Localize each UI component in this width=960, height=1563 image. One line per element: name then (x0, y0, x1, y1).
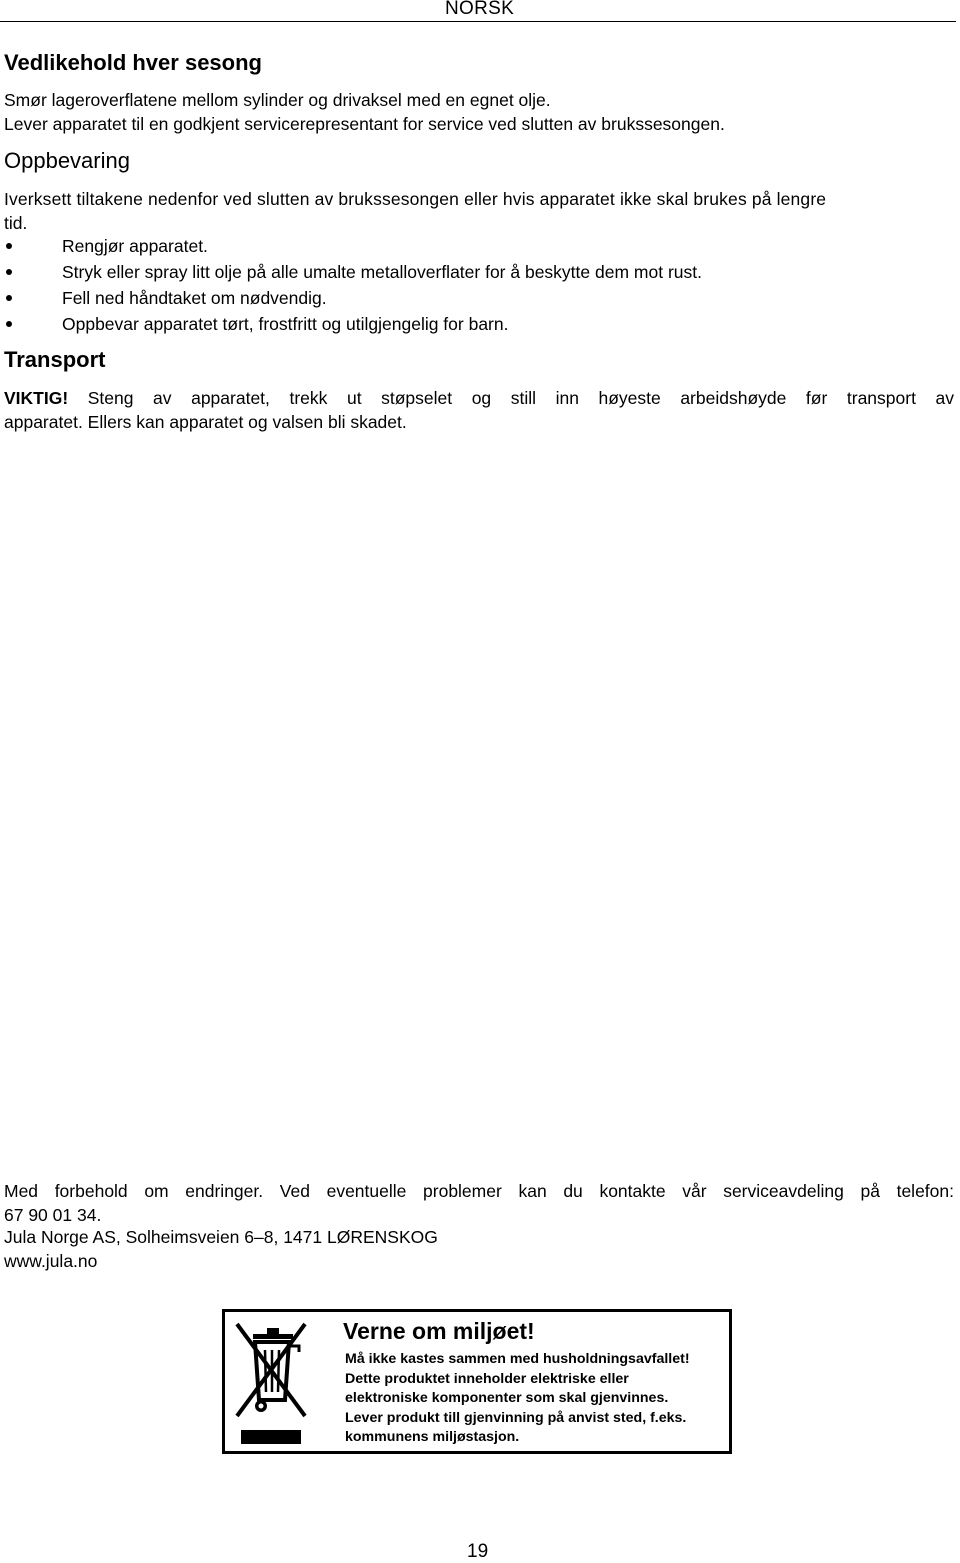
page-number: 19 (467, 1541, 489, 1562)
maintenance-line-1: Smør lageroverflatene mellom sylinder og drivaksel med en egnet olje. (4, 90, 551, 110)
maintenance-heading: Vedlikehold hver sesong (4, 50, 262, 75)
transport-line-1-text: Steng av apparatet, trekk ut støpselet og still inn høyeste arbeidshøyde før transport av (68, 388, 954, 408)
transport-line-1 (4, 386, 954, 410)
header-divider (0, 21, 956, 22)
transport-heading: Transport (4, 347, 106, 372)
environment-notice-line: Lever produkt till gjenvinning på anvist sted, f.eks. (345, 1409, 687, 1426)
important-label: VIKTIG! (4, 388, 69, 408)
contact-address: Jula Norge AS, Solheimsveien 6–8, 1471 LØRENSKOG (4, 1227, 438, 1247)
header-language-label: NORSK (445, 0, 515, 19)
contact-line-1: Med forbehold om endringer. Ved eventuelle problemer kan du kontakte vår serviceavdeling på telefon: (4, 1181, 954, 1201)
list-item (0, 311, 956, 337)
list-item (0, 285, 956, 311)
list-item-text: Stryk eller spray litt olje på alle umalte metalloverflater for å beskytte dem mot rust. (62, 262, 702, 282)
environment-notice-box (222, 1309, 732, 1454)
bullet-icon (6, 269, 12, 275)
storage-bullet-list (0, 233, 956, 337)
storage-intro-line-2: tid. (4, 213, 28, 233)
storage-heading: Oppbevaring (4, 148, 130, 173)
list-item-text: Rengjør apparatet. (62, 236, 208, 256)
contact-website: www.jula.no (4, 1251, 98, 1271)
bullet-icon (6, 243, 12, 249)
crossed-out-wheelie-bin-icon (233, 1318, 309, 1446)
list-item-text: Oppbevar apparatet tørt, frostfritt og utilgjengelig for barn. (62, 314, 509, 334)
bullet-icon (6, 321, 12, 327)
contact-phone: 67 90 01 34. (4, 1205, 102, 1225)
list-item (0, 233, 956, 259)
environment-notice-line: elektroniske komponenter som skal gjenvinnes. (345, 1390, 669, 1407)
transport-line-2: apparatet. Ellers kan apparatet og valsen bli skadet. (4, 412, 407, 432)
environment-notice-line: kommunens miljøstasjon. (345, 1429, 520, 1446)
environment-notice-title: Verne om miljøet! (343, 1318, 535, 1344)
list-item-text: Fell ned håndtaket om nødvendig. (62, 288, 327, 308)
environment-notice-line: Må ikke kastes sammen med husholdningsavfallet! (345, 1351, 690, 1367)
storage-intro-line-1: Iverksett tiltakene nedenfor ved slutten av brukssesongen eller hvis apparatet ikke skal brukes på lengre (4, 189, 827, 209)
list-item (0, 259, 956, 285)
environment-notice-text (345, 1350, 690, 1448)
bullet-icon (6, 295, 12, 301)
environment-notice-line: Dette produktet inneholder elektriske eller (345, 1370, 629, 1387)
maintenance-line-2: Lever apparatet til en godkjent servicerepresentant for service ved slutten av brukssesongen. (4, 114, 725, 134)
